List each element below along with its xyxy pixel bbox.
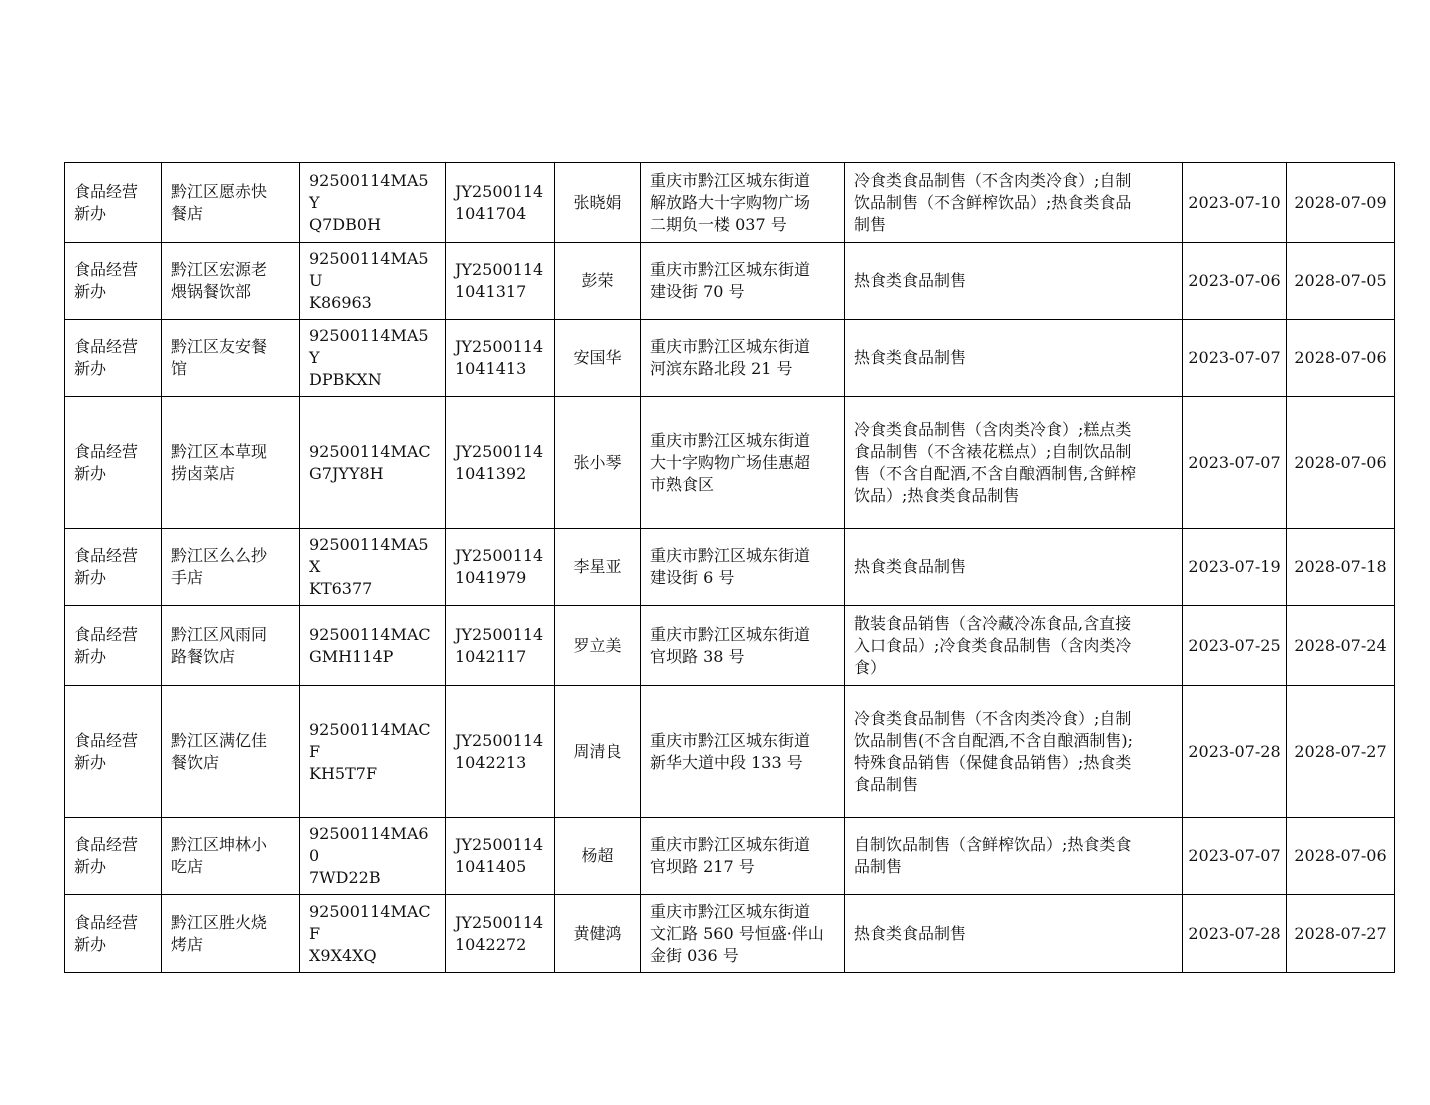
cell-license-number: JY2500114 1042272 xyxy=(446,895,555,973)
cell-issue-date: 2023-07-07 xyxy=(1183,818,1287,895)
table-row xyxy=(65,818,1395,895)
cell-expiry-date: 2028-07-05 xyxy=(1287,243,1395,320)
cell-business-scope: 热食类食品制售 xyxy=(845,243,1183,320)
cell-credit-code: 92500114MA5X KT6377 xyxy=(300,529,446,606)
cell-issue-date: 2023-07-07 xyxy=(1183,320,1287,397)
cell-legal-representative: 周清良 xyxy=(555,686,641,818)
cell-license-number: JY2500114 1042213 xyxy=(446,686,555,818)
cell-expiry-date: 2028-07-06 xyxy=(1287,320,1395,397)
cell-business-scope: 热食类食品制售 xyxy=(845,529,1183,606)
cell-business-name: 黔江区风雨同 路餐饮店 xyxy=(162,606,300,686)
table-row xyxy=(65,686,1395,818)
cell-expiry-date: 2028-07-18 xyxy=(1287,529,1395,606)
cell-operation-type: 食品经营 新办 xyxy=(65,895,162,973)
table-row xyxy=(65,397,1395,529)
cell-operation-type: 食品经营 新办 xyxy=(65,397,162,529)
cell-expiry-date: 2028-07-06 xyxy=(1287,397,1395,529)
cell-address: 重庆市黔江区城东街道 官坝路 38 号 xyxy=(641,606,845,686)
cell-legal-representative: 张小琴 xyxy=(555,397,641,529)
table-row xyxy=(65,895,1395,973)
table-row xyxy=(65,320,1395,397)
cell-business-name: 黔江区么么抄 手店 xyxy=(162,529,300,606)
cell-expiry-date: 2028-07-24 xyxy=(1287,606,1395,686)
cell-address: 重庆市黔江区城东街道 建设街 6 号 xyxy=(641,529,845,606)
cell-address: 重庆市黔江区城东街道 建设街 70 号 xyxy=(641,243,845,320)
cell-license-number: JY2500114 1042117 xyxy=(446,606,555,686)
license-records-table xyxy=(64,162,1395,973)
cell-address: 重庆市黔江区城东街道 大十字购物广场佳惠超 市熟食区 xyxy=(641,397,845,529)
cell-operation-type: 食品经营 新办 xyxy=(65,686,162,818)
table-row xyxy=(65,606,1395,686)
cell-credit-code: 92500114MACF KH5T7F xyxy=(300,686,446,818)
cell-expiry-date: 2028-07-06 xyxy=(1287,818,1395,895)
cell-credit-code: 92500114MA60 7WD22B xyxy=(300,818,446,895)
cell-expiry-date: 2028-07-27 xyxy=(1287,895,1395,973)
cell-business-scope: 冷食类食品制售（含肉类冷食）;糕点类 食品制售（不含裱花糕点）;自制饮品制 售（不含自配酒,不含自酿酒制售,含鲜榨 饮品）;热食类食品制售 xyxy=(845,397,1183,529)
cell-legal-representative: 杨超 xyxy=(555,818,641,895)
cell-license-number: JY2500114 1041704 xyxy=(446,163,555,243)
table-row xyxy=(65,529,1395,606)
table-row xyxy=(65,243,1395,320)
cell-business-scope: 热食类食品制售 xyxy=(845,895,1183,973)
cell-credit-code: 92500114MA5Y DPBKXN xyxy=(300,320,446,397)
cell-business-name: 黔江区满亿佳 餐饮店 xyxy=(162,686,300,818)
cell-operation-type: 食品经营 新办 xyxy=(65,818,162,895)
cell-address: 重庆市黔江区城东街道 文汇路 560 号恒盛·伴山 金街 036 号 xyxy=(641,895,845,973)
cell-business-name: 黔江区坤林小 吃店 xyxy=(162,818,300,895)
cell-business-name: 黔江区本草现 捞卤菜店 xyxy=(162,397,300,529)
table-body xyxy=(65,163,1395,973)
cell-business-scope: 冷食类食品制售（不含肉类冷食）;自制 饮品制售（不含鲜榨饮品）;热食类食品 制售 xyxy=(845,163,1183,243)
cell-business-scope: 散装食品销售（含冷藏冷冻食品,含直接 入口食品）;冷食类食品制售（含肉类冷 食） xyxy=(845,606,1183,686)
cell-legal-representative: 李星亚 xyxy=(555,529,641,606)
cell-issue-date: 2023-07-19 xyxy=(1183,529,1287,606)
cell-issue-date: 2023-07-07 xyxy=(1183,397,1287,529)
cell-credit-code: 92500114MA5U K86963 xyxy=(300,243,446,320)
cell-credit-code: 92500114MAC GMH114P xyxy=(300,606,446,686)
cell-operation-type: 食品经营 新办 xyxy=(65,243,162,320)
cell-license-number: JY2500114 1041405 xyxy=(446,818,555,895)
cell-operation-type: 食品经营 新办 xyxy=(65,606,162,686)
cell-legal-representative: 罗立美 xyxy=(555,606,641,686)
cell-issue-date: 2023-07-10 xyxy=(1183,163,1287,243)
cell-operation-type: 食品经营 新办 xyxy=(65,163,162,243)
cell-issue-date: 2023-07-28 xyxy=(1183,686,1287,818)
cell-expiry-date: 2028-07-09 xyxy=(1287,163,1395,243)
cell-operation-type: 食品经营 新办 xyxy=(65,529,162,606)
cell-expiry-date: 2028-07-27 xyxy=(1287,686,1395,818)
cell-address: 重庆市黔江区城东街道 官坝路 217 号 xyxy=(641,818,845,895)
cell-business-scope: 冷食类食品制售（不含肉类冷食）;自制 饮品制售(不含自配酒,不含自酿酒制售); 特殊食品销售（保健食品销售）;热食类 食品制售 xyxy=(845,686,1183,818)
cell-business-name: 黔江区愿赤快 餐店 xyxy=(162,163,300,243)
cell-business-name: 黔江区胜火烧 烤店 xyxy=(162,895,300,973)
cell-license-number: JY2500114 1041392 xyxy=(446,397,555,529)
cell-address: 重庆市黔江区城东街道 新华大道中段 133 号 xyxy=(641,686,845,818)
cell-business-name: 黔江区友安餐 馆 xyxy=(162,320,300,397)
cell-business-scope: 自制饮品制售（含鲜榨饮品）;热食类食 品制售 xyxy=(845,818,1183,895)
cell-license-number: JY2500114 1041979 xyxy=(446,529,555,606)
cell-issue-date: 2023-07-06 xyxy=(1183,243,1287,320)
cell-issue-date: 2023-07-28 xyxy=(1183,895,1287,973)
cell-address: 重庆市黔江区城东街道 河滨东路北段 21 号 xyxy=(641,320,845,397)
cell-credit-code: 92500114MA5Y Q7DB0H xyxy=(300,163,446,243)
cell-legal-representative: 黄健鸿 xyxy=(555,895,641,973)
cell-license-number: JY2500114 1041413 xyxy=(446,320,555,397)
cell-operation-type: 食品经营 新办 xyxy=(65,320,162,397)
cell-address: 重庆市黔江区城东街道 解放路大十字购物广场 二期负一楼 037 号 xyxy=(641,163,845,243)
cell-legal-representative: 彭荣 xyxy=(555,243,641,320)
table-row xyxy=(65,163,1395,243)
cell-business-name: 黔江区宏源老 煨锅餐饮部 xyxy=(162,243,300,320)
cell-issue-date: 2023-07-25 xyxy=(1183,606,1287,686)
cell-credit-code: 92500114MACF X9X4XQ xyxy=(300,895,446,973)
cell-business-scope: 热食类食品制售 xyxy=(845,320,1183,397)
cell-legal-representative: 安国华 xyxy=(555,320,641,397)
cell-legal-representative: 张晓娟 xyxy=(555,163,641,243)
cell-license-number: JY2500114 1041317 xyxy=(446,243,555,320)
cell-credit-code: 92500114MAC G7JYY8H xyxy=(300,397,446,529)
